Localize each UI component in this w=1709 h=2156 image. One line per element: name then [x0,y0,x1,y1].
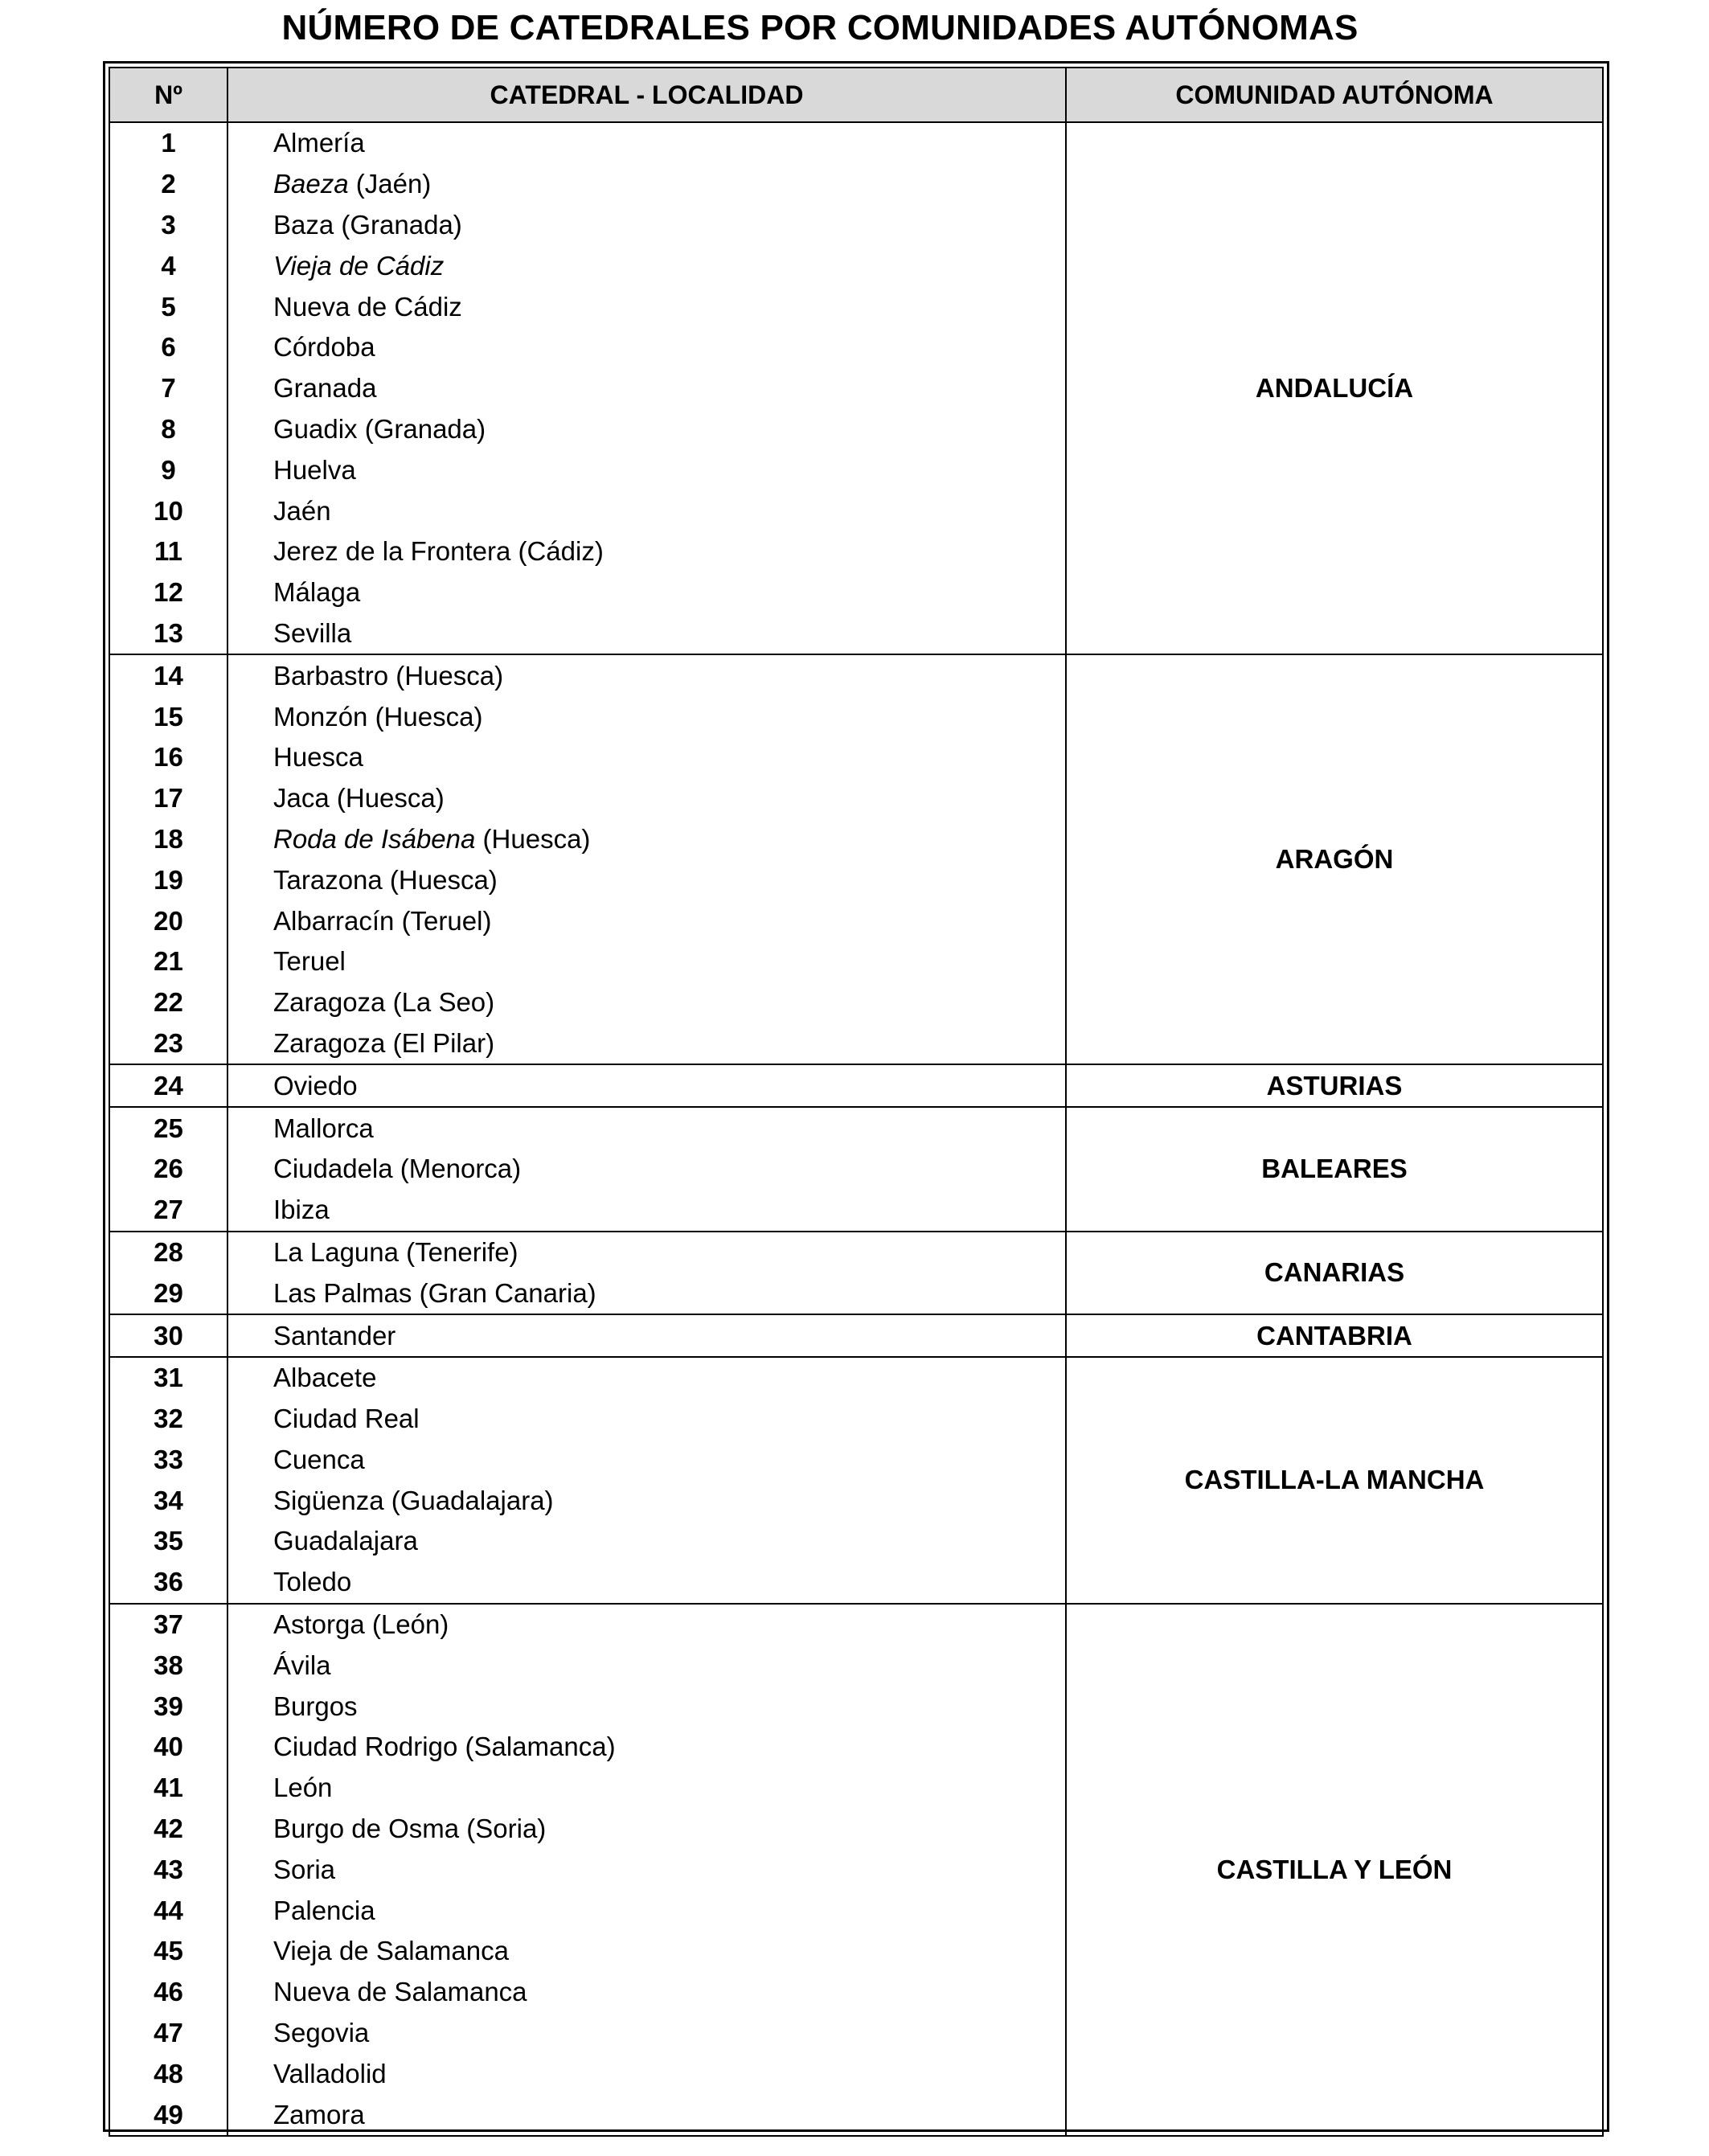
row-number: 16 [109,737,227,778]
row-number: 28 [109,1232,227,1273]
cathedral-name [227,531,1066,572]
cathedral-name [227,1064,1066,1107]
cathedral-name-main: Barbastro (Huesca) [273,660,504,691]
cathedral-name-main: Cuenca [273,1444,365,1474]
row-number: 18 [109,819,227,860]
cathedral-name-main: Santander [273,1320,396,1351]
row-number: 38 [109,1645,227,1686]
header-catedral: CATEDRAL - LOCALIDAD [227,68,1066,122]
cathedral-name [227,1809,1066,1850]
cathedral-name [227,368,1066,409]
row-number: 3 [109,205,227,246]
cathedral-name-main: Las Palmas (Gran Canaria) [273,1277,596,1308]
cathedral-name [227,1107,1066,1149]
cathedral-name [227,1440,1066,1481]
cathedral-name-main: Córdoba [273,332,375,363]
cathedral-name [227,1149,1066,1190]
cathedral-name-main: Baza (Granada) [273,209,462,240]
cathedral-name-main: Almería [273,128,365,158]
header-num: Nº [109,68,227,122]
cathedral-name [227,164,1066,205]
cathedral-name [227,819,1066,860]
row-number: 37 [109,1604,227,1646]
cathedral-name [227,1972,1066,2013]
cathedral-name-main: Guadalajara [273,1526,418,1556]
row-number: 4 [109,245,227,286]
cathedral-name-main: Monzón (Huesca) [273,701,483,732]
cathedral-name-main: Burgo de Osma (Soria) [273,1814,547,1844]
cathedral-name-main: Burgos [273,1691,358,1721]
header-comunidad: COMUNIDAD AUTÓNOMA [1066,68,1603,122]
cathedral-name-main: Valladolid [273,2058,387,2088]
row-number: 21 [109,941,227,982]
row-number: 40 [109,1727,227,1768]
cathedral-name-main: Málaga [273,577,361,608]
cathedral-name-main: Jaca (Huesca) [273,783,445,814]
cathedral-name-main: Roda de Isábena [273,823,476,854]
table-row [109,1232,1603,1273]
cathedral-name [227,2053,1066,2094]
table-row [109,1604,1603,1646]
comunidad-cell: ARAGÓN [1066,654,1603,1064]
cathedral-name [227,1562,1066,1604]
cathedral-name-main: Mallorca [273,1113,374,1143]
row-number: 26 [109,1149,227,1190]
cathedral-name-main: León [273,1773,333,1803]
row-number: 43 [109,1849,227,1890]
cathedral-name-main: Zaragoza (El Pilar) [273,1027,495,1058]
cathedral-name [227,409,1066,450]
table-row [109,122,1603,164]
cathedral-name-main: Albarracín (Teruel) [273,905,492,936]
cathedral-name-main: Ciudad Rodrigo (Salamanca) [273,1732,616,1762]
row-number: 35 [109,1521,227,1562]
cathedral-name-main: Granada [273,373,377,404]
row-number: 7 [109,368,227,409]
table-row [109,1314,1603,1357]
cathedral-name [227,1604,1066,1646]
cathedral-name [227,1727,1066,1768]
row-number: 47 [109,2013,227,2054]
cathedral-name [227,1399,1066,1440]
row-number: 31 [109,1357,227,1399]
cathedral-name [227,1931,1066,1972]
cathedral-name-main: Segovia [273,2018,370,2048]
row-number: 41 [109,1768,227,1809]
cathedral-name-main: La Laguna (Tenerife) [273,1236,518,1267]
cathedral-name-main: Ávila [273,1650,331,1680]
row-number: 24 [109,1064,227,1107]
row-number: 42 [109,1809,227,1850]
cathedral-name-main: Huesca [273,742,363,773]
cathedral-name-main: Teruel [273,946,346,977]
comunidad-cell: CASTILLA-LA MANCHA [1066,1357,1603,1604]
cathedral-name-main: Oviedo [273,1070,358,1101]
cathedral-name-main: Ciudad Real [273,1404,420,1434]
cathedral-name [227,982,1066,1023]
row-number: 48 [109,2053,227,2094]
table-header-row [109,68,1603,122]
row-number: 30 [109,1314,227,1357]
cathedral-name-main: Guadix (Granada) [273,413,486,444]
row-number: 10 [109,490,227,531]
table-body [109,122,1603,2136]
row-number: 11 [109,531,227,572]
cathedral-name [227,286,1066,327]
comunidad-cell: CASTILLA Y LEÓN [1066,1604,1603,2136]
row-number: 13 [109,613,227,655]
cathedral-name-province: (Huesca) [475,823,591,854]
comunidad-cell: ANDALUCÍA [1066,122,1603,654]
row-number: 12 [109,572,227,613]
row-number: 19 [109,859,227,900]
cathedral-name-main: Soria [273,1854,336,1884]
row-number: 49 [109,2094,227,2136]
row-number: 20 [109,900,227,941]
cathedral-name-main: Toledo [273,1567,352,1597]
cathedral-name-main: Astorga (León) [273,1609,449,1640]
comunidad-cell: CANARIAS [1066,1232,1603,1315]
cathedral-name [227,572,1066,613]
cathedral-name [227,1232,1066,1273]
cathedral-name [227,859,1066,900]
cathedrals-table [109,67,1604,2137]
row-number: 33 [109,1440,227,1481]
cathedral-name-main: Zamora [273,2099,365,2129]
cathedral-name-main: Vieja de Cádiz [273,250,445,281]
comunidad-cell: CANTABRIA [1066,1314,1603,1357]
row-number: 27 [109,1190,227,1232]
cathedral-name [227,1190,1066,1232]
cathedral-name-main: Ciudadela (Menorca) [273,1154,522,1184]
cathedral-name-main: Sevilla [273,617,352,648]
page-title: NÚMERO DE CATEDRALES POR COMUNIDADES AUTÓNOMAS [281,8,1359,47]
comunidad-cell: ASTURIAS [1066,1064,1603,1107]
cathedral-name-main: Vieja de Salamanca [273,1936,509,1966]
cathedral-name [227,449,1066,490]
cathedral-name-main: Nueva de Salamanca [273,1977,527,2007]
row-number: 17 [109,778,227,819]
row-number: 25 [109,1107,227,1149]
row-number: 34 [109,1480,227,1521]
cathedral-name [227,2094,1066,2136]
cathedral-name [227,1480,1066,1521]
row-number: 5 [109,286,227,327]
cathedral-name [227,1023,1066,1065]
row-number: 15 [109,696,227,737]
cathedral-name-main: Huelva [273,454,356,485]
cathedral-name-main: Tarazona (Huesca) [273,864,498,895]
row-number: 32 [109,1399,227,1440]
cathedral-name [227,696,1066,737]
cathedral-name [227,737,1066,778]
row-number: 1 [109,122,227,164]
cathedral-name [227,613,1066,655]
cathedral-name-main: Baeza [273,169,349,199]
cathedral-name-main: Jerez de la Frontera (Cádiz) [273,536,604,567]
table-row [109,1107,1603,1149]
cathedrals-table-frame [103,61,1609,2132]
cathedral-name-province: (Jaén) [348,169,432,199]
cathedral-name [227,1849,1066,1890]
cathedral-name [227,1686,1066,1727]
cathedral-name [227,900,1066,941]
cathedral-name [227,654,1066,696]
cathedral-name-main: Palencia [273,1895,375,1925]
cathedral-name-main: Sigüenza (Guadalajara) [273,1485,554,1515]
cathedral-name-main: Albacete [273,1363,377,1393]
cathedral-name [227,1314,1066,1357]
cathedral-name [227,490,1066,531]
cathedral-name [227,1357,1066,1399]
cathedral-name [227,205,1066,246]
table-row [109,1064,1603,1107]
cathedral-name [227,1645,1066,1686]
row-number: 8 [109,409,227,450]
cathedral-name [227,1768,1066,1809]
row-number: 39 [109,1686,227,1727]
row-number: 2 [109,164,227,205]
row-number: 36 [109,1562,227,1604]
cathedral-name [227,941,1066,982]
cathedral-name-main: Nueva de Cádiz [273,291,462,322]
row-number: 23 [109,1023,227,1065]
row-number: 29 [109,1273,227,1314]
cathedral-name-main: Zaragoza (La Seo) [273,987,495,1018]
cathedral-name [227,1890,1066,1931]
cathedral-name [227,1521,1066,1562]
cathedral-name [227,2013,1066,2054]
row-number: 14 [109,654,227,696]
cathedral-name [227,122,1066,164]
row-number: 9 [109,449,227,490]
comunidad-cell: BALEARES [1066,1107,1603,1231]
cathedral-name-main: Ibiza [273,1195,330,1225]
table-row [109,654,1603,696]
cathedral-name [227,245,1066,286]
cathedral-name [227,327,1066,368]
row-number: 46 [109,1972,227,2013]
row-number: 6 [109,327,227,368]
row-number: 45 [109,1931,227,1972]
row-number: 22 [109,982,227,1023]
cathedral-name [227,778,1066,819]
row-number: 44 [109,1890,227,1931]
cathedral-name [227,1273,1066,1314]
cathedral-name-main: Jaén [273,495,331,526]
table-row [109,1357,1603,1399]
